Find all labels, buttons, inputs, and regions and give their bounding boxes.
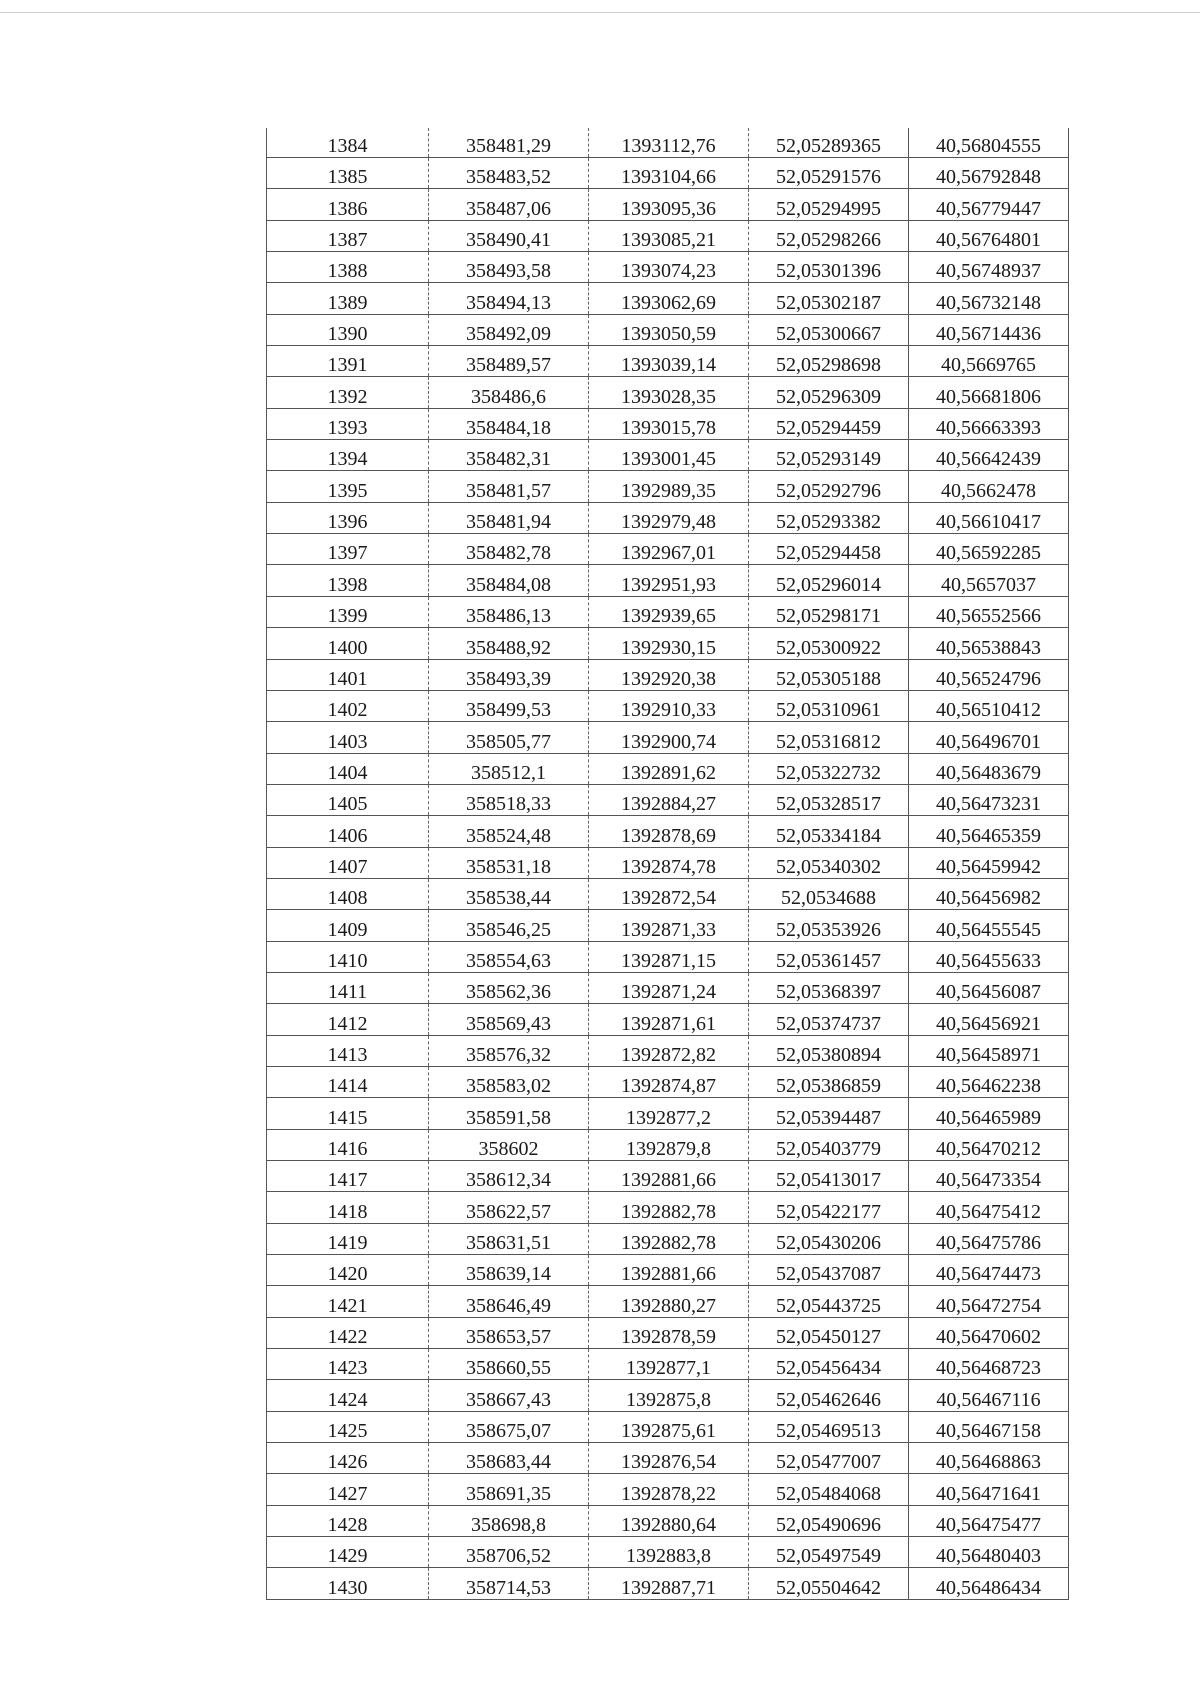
table-row: [267, 408, 1069, 439]
longitude-cell: 40,56465989: [909, 1098, 1069, 1129]
table-row: [267, 784, 1069, 815]
table-row: [267, 283, 1069, 314]
y-coordinate-cell: 1392875,8: [589, 1380, 749, 1411]
x-coordinate-cell: 358612,34: [429, 1161, 589, 1192]
point-number-cell: 1407: [267, 847, 429, 878]
longitude-cell: 40,56470212: [909, 1129, 1069, 1160]
longitude-cell: 40,56459942: [909, 847, 1069, 878]
table-row: [267, 158, 1069, 189]
x-coordinate-cell: 358569,43: [429, 1004, 589, 1035]
x-coordinate-cell: 358488,92: [429, 628, 589, 659]
longitude-cell: 40,56473354: [909, 1161, 1069, 1192]
x-coordinate-cell: 358487,06: [429, 189, 589, 220]
point-number-cell: 1425: [267, 1411, 429, 1442]
longitude-cell: 40,56524796: [909, 659, 1069, 690]
point-number-cell: 1430: [267, 1568, 429, 1599]
y-coordinate-cell: 1392900,74: [589, 722, 749, 753]
table-row: [267, 1192, 1069, 1223]
latitude-cell: 52,05298266: [749, 220, 909, 251]
latitude-cell: 52,05497549: [749, 1537, 909, 1568]
latitude-cell: 52,05394487: [749, 1098, 909, 1129]
y-coordinate-cell: 1393001,45: [589, 440, 749, 471]
y-coordinate-cell: 1393050,59: [589, 314, 749, 345]
x-coordinate-cell: 358631,51: [429, 1223, 589, 1254]
table-row: [267, 220, 1069, 251]
latitude-cell: 52,05301396: [749, 252, 909, 283]
y-coordinate-cell: 1392930,15: [589, 628, 749, 659]
coordinates-table-body: [267, 128, 1069, 1599]
y-coordinate-cell: 1392979,48: [589, 502, 749, 533]
y-coordinate-cell: 1392874,87: [589, 1066, 749, 1097]
table-row: [267, 1129, 1069, 1160]
x-coordinate-cell: 358505,77: [429, 722, 589, 753]
y-coordinate-cell: 1392920,38: [589, 659, 749, 690]
point-number-cell: 1406: [267, 816, 429, 847]
x-coordinate-cell: 358576,32: [429, 1035, 589, 1066]
y-coordinate-cell: 1393074,23: [589, 252, 749, 283]
y-coordinate-cell: 1392882,78: [589, 1192, 749, 1223]
table-row: [267, 753, 1069, 784]
y-coordinate-cell: 1392881,66: [589, 1255, 749, 1286]
longitude-cell: 40,56714436: [909, 314, 1069, 345]
point-number-cell: 1411: [267, 972, 429, 1003]
point-number-cell: 1420: [267, 1255, 429, 1286]
x-coordinate-cell: 358518,33: [429, 784, 589, 815]
longitude-cell: 40,56475786: [909, 1223, 1069, 1254]
latitude-cell: 52,05296014: [749, 565, 909, 596]
latitude-cell: 52,05484068: [749, 1474, 909, 1505]
y-coordinate-cell: 1392882,78: [589, 1223, 749, 1254]
table-row: [267, 377, 1069, 408]
latitude-cell: 52,05300922: [749, 628, 909, 659]
latitude-cell: 52,05469513: [749, 1411, 909, 1442]
longitude-cell: 40,56642439: [909, 440, 1069, 471]
table-row: [267, 1066, 1069, 1097]
longitude-cell: 40,56748937: [909, 252, 1069, 283]
point-number-cell: 1423: [267, 1349, 429, 1380]
table-row: [267, 596, 1069, 627]
table-row: [267, 346, 1069, 377]
longitude-cell: 40,56486434: [909, 1568, 1069, 1599]
table-row: [267, 534, 1069, 565]
latitude-cell: 52,05293149: [749, 440, 909, 471]
y-coordinate-cell: 1392872,54: [589, 878, 749, 909]
y-coordinate-cell: 1392883,8: [589, 1537, 749, 1568]
x-coordinate-cell: 358554,63: [429, 941, 589, 972]
x-coordinate-cell: 358698,8: [429, 1505, 589, 1536]
point-number-cell: 1414: [267, 1066, 429, 1097]
table-row: [267, 1286, 1069, 1317]
x-coordinate-cell: 358667,43: [429, 1380, 589, 1411]
longitude-cell: 40,56592285: [909, 534, 1069, 565]
point-number-cell: 1385: [267, 158, 429, 189]
point-number-cell: 1399: [267, 596, 429, 627]
table-row: [267, 1505, 1069, 1536]
table-row: [267, 816, 1069, 847]
x-coordinate-cell: 358499,53: [429, 690, 589, 721]
point-number-cell: 1428: [267, 1505, 429, 1536]
y-coordinate-cell: 1392880,27: [589, 1286, 749, 1317]
latitude-cell: 52,05403779: [749, 1129, 909, 1160]
x-coordinate-cell: 358486,6: [429, 377, 589, 408]
latitude-cell: 52,05293382: [749, 502, 909, 533]
y-coordinate-cell: 1392871,15: [589, 941, 749, 972]
longitude-cell: 40,56804555: [909, 128, 1069, 158]
x-coordinate-cell: 358602: [429, 1129, 589, 1160]
y-coordinate-cell: 1393112,76: [589, 128, 749, 158]
point-number-cell: 1427: [267, 1474, 429, 1505]
x-coordinate-cell: 358538,44: [429, 878, 589, 909]
x-coordinate-cell: 358714,53: [429, 1568, 589, 1599]
table-row: [267, 722, 1069, 753]
longitude-cell: 40,56681806: [909, 377, 1069, 408]
latitude-cell: 52,05298171: [749, 596, 909, 627]
y-coordinate-cell: 1392967,01: [589, 534, 749, 565]
longitude-cell: 40,56510412: [909, 690, 1069, 721]
point-number-cell: 1396: [267, 502, 429, 533]
table-row: [267, 1411, 1069, 1442]
latitude-cell: 52,05462646: [749, 1380, 909, 1411]
longitude-cell: 40,56610417: [909, 502, 1069, 533]
x-coordinate-cell: 358486,13: [429, 596, 589, 627]
longitude-cell: 40,56456921: [909, 1004, 1069, 1035]
latitude-cell: 52,05477007: [749, 1443, 909, 1474]
x-coordinate-cell: 358482,78: [429, 534, 589, 565]
longitude-cell: 40,56473231: [909, 784, 1069, 815]
table-row: [267, 1537, 1069, 1568]
point-number-cell: 1416: [267, 1129, 429, 1160]
longitude-cell: 40,56456982: [909, 878, 1069, 909]
y-coordinate-cell: 1392871,61: [589, 1004, 749, 1035]
table-row: [267, 502, 1069, 533]
point-number-cell: 1392: [267, 377, 429, 408]
point-number-cell: 1389: [267, 283, 429, 314]
y-coordinate-cell: 1392872,82: [589, 1035, 749, 1066]
latitude-cell: 52,0534688: [749, 878, 909, 909]
latitude-cell: 52,05310961: [749, 690, 909, 721]
x-coordinate-cell: 358490,41: [429, 220, 589, 251]
point-number-cell: 1429: [267, 1537, 429, 1568]
y-coordinate-cell: 1392876,54: [589, 1443, 749, 1474]
longitude-cell: 40,56552566: [909, 596, 1069, 627]
table-row: [267, 659, 1069, 690]
latitude-cell: 52,05430206: [749, 1223, 909, 1254]
x-coordinate-cell: 358481,57: [429, 471, 589, 502]
y-coordinate-cell: 1392878,69: [589, 816, 749, 847]
y-coordinate-cell: 1392879,8: [589, 1129, 749, 1160]
longitude-cell: 40,56468723: [909, 1349, 1069, 1380]
longitude-cell: 40,56475477: [909, 1505, 1069, 1536]
x-coordinate-cell: 358493,58: [429, 252, 589, 283]
y-coordinate-cell: 1392881,66: [589, 1161, 749, 1192]
longitude-cell: 40,56663393: [909, 408, 1069, 439]
x-coordinate-cell: 358484,18: [429, 408, 589, 439]
point-number-cell: 1408: [267, 878, 429, 909]
latitude-cell: 52,05450127: [749, 1317, 909, 1348]
y-coordinate-cell: 1392877,1: [589, 1349, 749, 1380]
y-coordinate-cell: 1393085,21: [589, 220, 749, 251]
y-coordinate-cell: 1392880,64: [589, 1505, 749, 1536]
table-row: [267, 1035, 1069, 1066]
y-coordinate-cell: 1392877,2: [589, 1098, 749, 1129]
longitude-cell: 40,56779447: [909, 189, 1069, 220]
point-number-cell: 1400: [267, 628, 429, 659]
y-coordinate-cell: 1392939,65: [589, 596, 749, 627]
point-number-cell: 1391: [267, 346, 429, 377]
latitude-cell: 52,05294458: [749, 534, 909, 565]
table-row: [267, 1223, 1069, 1254]
latitude-cell: 52,05368397: [749, 972, 909, 1003]
x-coordinate-cell: 358546,25: [429, 910, 589, 941]
table-row: [267, 1255, 1069, 1286]
point-number-cell: 1421: [267, 1286, 429, 1317]
table-row: [267, 1568, 1069, 1599]
table-row: [267, 314, 1069, 345]
point-number-cell: 1404: [267, 753, 429, 784]
point-number-cell: 1401: [267, 659, 429, 690]
y-coordinate-cell: 1393028,35: [589, 377, 749, 408]
point-number-cell: 1426: [267, 1443, 429, 1474]
point-number-cell: 1398: [267, 565, 429, 596]
latitude-cell: 52,05302187: [749, 283, 909, 314]
point-number-cell: 1417: [267, 1161, 429, 1192]
table-row: [267, 941, 1069, 972]
latitude-cell: 52,05413017: [749, 1161, 909, 1192]
y-coordinate-cell: 1392951,93: [589, 565, 749, 596]
latitude-cell: 52,05328517: [749, 784, 909, 815]
latitude-cell: 52,05380894: [749, 1035, 909, 1066]
longitude-cell: 40,56455545: [909, 910, 1069, 941]
longitude-cell: 40,56474473: [909, 1255, 1069, 1286]
latitude-cell: 52,05298698: [749, 346, 909, 377]
x-coordinate-cell: 358492,09: [429, 314, 589, 345]
latitude-cell: 52,05291576: [749, 158, 909, 189]
table-row: [267, 1317, 1069, 1348]
point-number-cell: 1410: [267, 941, 429, 972]
longitude-cell: 40,56456087: [909, 972, 1069, 1003]
point-number-cell: 1394: [267, 440, 429, 471]
latitude-cell: 52,05322732: [749, 753, 909, 784]
y-coordinate-cell: 1392887,71: [589, 1568, 749, 1599]
table-row: [267, 471, 1069, 502]
y-coordinate-cell: 1393104,66: [589, 158, 749, 189]
point-number-cell: 1384: [267, 128, 429, 158]
point-number-cell: 1388: [267, 252, 429, 283]
y-coordinate-cell: 1392874,78: [589, 847, 749, 878]
point-number-cell: 1422: [267, 1317, 429, 1348]
latitude-cell: 52,05340302: [749, 847, 909, 878]
x-coordinate-cell: 358512,1: [429, 753, 589, 784]
y-coordinate-cell: 1392878,22: [589, 1474, 749, 1505]
longitude-cell: 40,56467116: [909, 1380, 1069, 1411]
x-coordinate-cell: 358691,35: [429, 1474, 589, 1505]
x-coordinate-cell: 358489,57: [429, 346, 589, 377]
latitude-cell: 52,05294459: [749, 408, 909, 439]
table-row: [267, 440, 1069, 471]
latitude-cell: 52,05334184: [749, 816, 909, 847]
y-coordinate-cell: 1392878,59: [589, 1317, 749, 1348]
latitude-cell: 52,05316812: [749, 722, 909, 753]
point-number-cell: 1390: [267, 314, 429, 345]
longitude-cell: 40,56472754: [909, 1286, 1069, 1317]
x-coordinate-cell: 358493,39: [429, 659, 589, 690]
point-number-cell: 1386: [267, 189, 429, 220]
point-number-cell: 1424: [267, 1380, 429, 1411]
x-coordinate-cell: 358583,02: [429, 1066, 589, 1097]
latitude-cell: 52,05456434: [749, 1349, 909, 1380]
table-row: [267, 189, 1069, 220]
longitude-cell: 40,56732148: [909, 283, 1069, 314]
latitude-cell: 52,05296309: [749, 377, 909, 408]
x-coordinate-cell: 358675,07: [429, 1411, 589, 1442]
longitude-cell: 40,5657037: [909, 565, 1069, 596]
longitude-cell: 40,56496701: [909, 722, 1069, 753]
x-coordinate-cell: 358653,57: [429, 1317, 589, 1348]
longitude-cell: 40,56470602: [909, 1317, 1069, 1348]
y-coordinate-cell: 1392871,33: [589, 910, 749, 941]
y-coordinate-cell: 1392875,61: [589, 1411, 749, 1442]
latitude-cell: 52,05353926: [749, 910, 909, 941]
x-coordinate-cell: 358646,49: [429, 1286, 589, 1317]
point-number-cell: 1412: [267, 1004, 429, 1035]
x-coordinate-cell: 358482,31: [429, 440, 589, 471]
x-coordinate-cell: 358639,14: [429, 1255, 589, 1286]
y-coordinate-cell: 1393015,78: [589, 408, 749, 439]
table-row: [267, 1004, 1069, 1035]
table-row: [267, 565, 1069, 596]
longitude-cell: 40,5662478: [909, 471, 1069, 502]
latitude-cell: 52,05292796: [749, 471, 909, 502]
latitude-cell: 52,05437087: [749, 1255, 909, 1286]
point-number-cell: 1397: [267, 534, 429, 565]
point-number-cell: 1405: [267, 784, 429, 815]
latitude-cell: 52,05294995: [749, 189, 909, 220]
table-row: [267, 1474, 1069, 1505]
latitude-cell: 52,05490696: [749, 1505, 909, 1536]
table-row: [267, 910, 1069, 941]
table-row: [267, 878, 1069, 909]
point-number-cell: 1415: [267, 1098, 429, 1129]
x-coordinate-cell: 358483,52: [429, 158, 589, 189]
y-coordinate-cell: 1392910,33: [589, 690, 749, 721]
x-coordinate-cell: 358622,57: [429, 1192, 589, 1223]
latitude-cell: 52,05443725: [749, 1286, 909, 1317]
y-coordinate-cell: 1392989,35: [589, 471, 749, 502]
longitude-cell: 40,56475412: [909, 1192, 1069, 1223]
table-row: [267, 628, 1069, 659]
x-coordinate-cell: 358494,13: [429, 283, 589, 314]
table-row: [267, 1098, 1069, 1129]
point-number-cell: 1403: [267, 722, 429, 753]
table-row: [267, 1380, 1069, 1411]
x-coordinate-cell: 358481,29: [429, 128, 589, 158]
latitude-cell: 52,05422177: [749, 1192, 909, 1223]
y-coordinate-cell: 1392891,62: [589, 753, 749, 784]
longitude-cell: 40,5669765: [909, 346, 1069, 377]
scan-top-edge: [0, 12, 1200, 13]
y-coordinate-cell: 1392884,27: [589, 784, 749, 815]
x-coordinate-cell: 358481,94: [429, 502, 589, 533]
y-coordinate-cell: 1393062,69: [589, 283, 749, 314]
latitude-cell: 52,05300667: [749, 314, 909, 345]
longitude-cell: 40,56471641: [909, 1474, 1069, 1505]
x-coordinate-cell: 358524,48: [429, 816, 589, 847]
y-coordinate-cell: 1393095,36: [589, 189, 749, 220]
latitude-cell: 52,05374737: [749, 1004, 909, 1035]
longitude-cell: 40,56462238: [909, 1066, 1069, 1097]
latitude-cell: 52,05305188: [749, 659, 909, 690]
x-coordinate-cell: 358683,44: [429, 1443, 589, 1474]
point-number-cell: 1409: [267, 910, 429, 941]
longitude-cell: 40,56483679: [909, 753, 1069, 784]
point-number-cell: 1418: [267, 1192, 429, 1223]
longitude-cell: 40,56467158: [909, 1411, 1069, 1442]
table-row: [267, 252, 1069, 283]
longitude-cell: 40,56458971: [909, 1035, 1069, 1066]
x-coordinate-cell: 358531,18: [429, 847, 589, 878]
x-coordinate-cell: 358706,52: [429, 1537, 589, 1568]
latitude-cell: 52,05289365: [749, 128, 909, 158]
table-row: [267, 847, 1069, 878]
table-row: [267, 690, 1069, 721]
longitude-cell: 40,56538843: [909, 628, 1069, 659]
point-number-cell: 1419: [267, 1223, 429, 1254]
table-row: [267, 128, 1069, 158]
longitude-cell: 40,56792848: [909, 158, 1069, 189]
table-row: [267, 1161, 1069, 1192]
longitude-cell: 40,56455633: [909, 941, 1069, 972]
y-coordinate-cell: 1392871,24: [589, 972, 749, 1003]
latitude-cell: 52,05386859: [749, 1066, 909, 1097]
point-number-cell: 1413: [267, 1035, 429, 1066]
latitude-cell: 52,05361457: [749, 941, 909, 972]
latitude-cell: 52,05504642: [749, 1568, 909, 1599]
longitude-cell: 40,56764801: [909, 220, 1069, 251]
point-number-cell: 1393: [267, 408, 429, 439]
x-coordinate-cell: 358591,58: [429, 1098, 589, 1129]
point-number-cell: 1387: [267, 220, 429, 251]
x-coordinate-cell: 358484,08: [429, 565, 589, 596]
coordinates-table: [266, 128, 1069, 1600]
x-coordinate-cell: 358660,55: [429, 1349, 589, 1380]
longitude-cell: 40,56480403: [909, 1537, 1069, 1568]
table-row: [267, 972, 1069, 1003]
table-row: [267, 1443, 1069, 1474]
longitude-cell: 40,56468863: [909, 1443, 1069, 1474]
point-number-cell: 1395: [267, 471, 429, 502]
x-coordinate-cell: 358562,36: [429, 972, 589, 1003]
point-number-cell: 1402: [267, 690, 429, 721]
y-coordinate-cell: 1393039,14: [589, 346, 749, 377]
table-row: [267, 1349, 1069, 1380]
longitude-cell: 40,56465359: [909, 816, 1069, 847]
